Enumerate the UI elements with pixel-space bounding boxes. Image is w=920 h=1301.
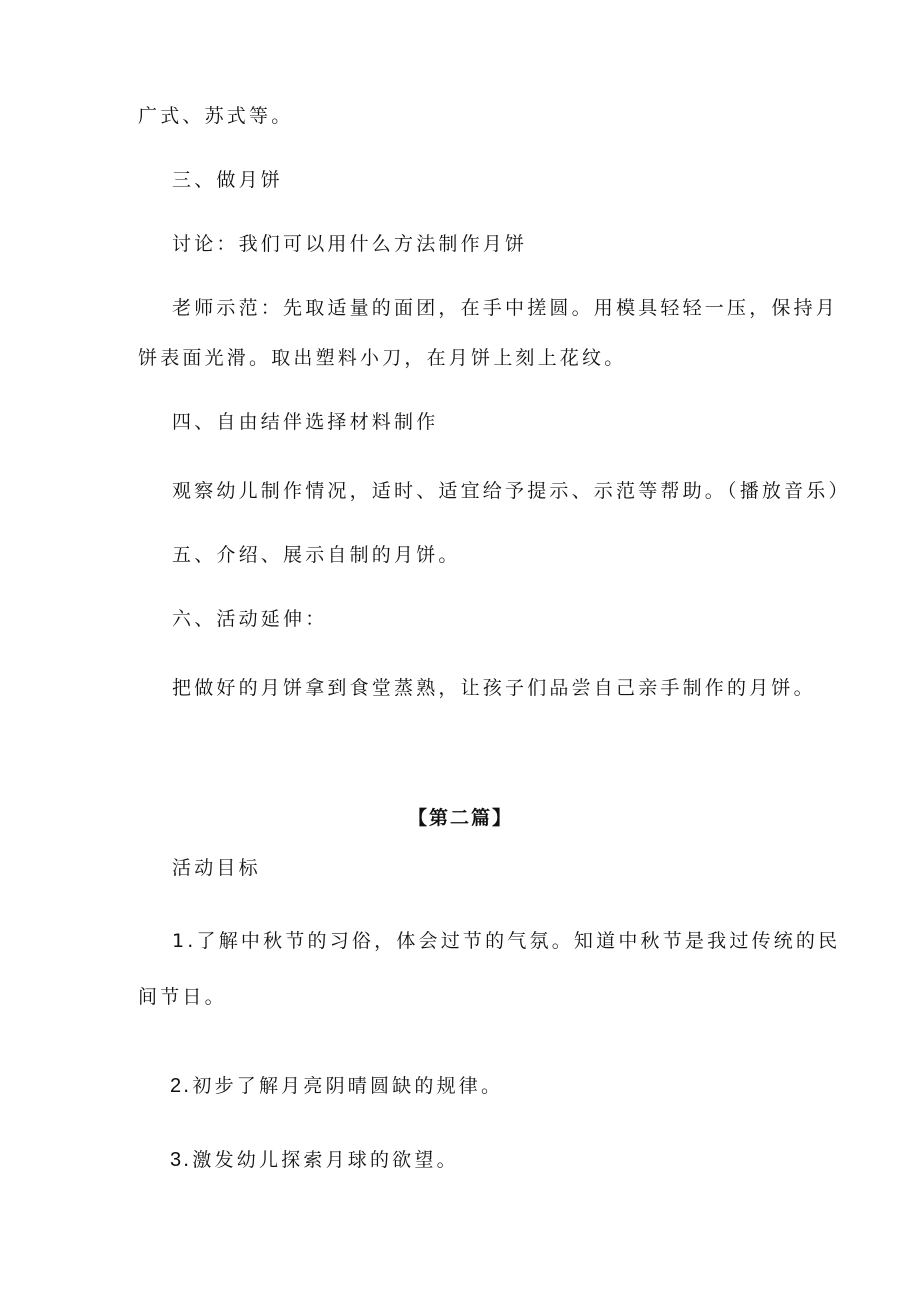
goal-item-3-number: 3 [170, 1149, 184, 1171]
goal-item-2-number: 2 [170, 1075, 184, 1097]
section-heading-free-making: 四、自由结伴选择材料制作 [172, 411, 439, 433]
goal-item-3 [170, 1148, 459, 1172]
paragraph-line: 老师示范：先取适量的面团，在手中搓圆。用模具轻轻一压，保持月 [172, 297, 839, 319]
paragraph-line: 讨论：我们可以用什么方法制作月饼 [172, 233, 528, 255]
section-heading-make-mooncake: 三、做月饼 [172, 169, 284, 191]
goal-item-1: 1.了解中秋节的习俗，体会过节的气氛。知道中秋节是我过传统的民 [172, 930, 841, 952]
goal-item-3-text: .激发幼儿探索月球的欲望。 [183, 1149, 459, 1171]
goal-item-1-continued: 间节日。 [138, 986, 227, 1008]
paragraph-line: 广式、苏式等。 [138, 105, 294, 127]
paragraph-line: 观察幼儿制作情况，适时、适宜给予提示、示范等帮助。（播放音乐） [172, 480, 851, 502]
chapter-heading: 【第二篇】 [408, 807, 514, 829]
goal-item-2-text: .初步了解月亮阴晴圆缺的规律。 [183, 1075, 504, 1097]
paragraph-line: 饼表面光滑。取出塑料小刀，在月饼上刻上花纹。 [138, 347, 627, 369]
section-heading-show-mooncake: 五、介绍、展示自制的月饼。 [172, 544, 461, 566]
goal-item-2 [170, 1074, 503, 1098]
goals-title: 活动目标 [172, 857, 261, 879]
section-heading-extension: 六、活动延伸： [172, 608, 328, 630]
paragraph-line: 把做好的月饼拿到食堂蒸熟，让孩子们品尝自己亲手制作的月饼。 [172, 677, 816, 699]
